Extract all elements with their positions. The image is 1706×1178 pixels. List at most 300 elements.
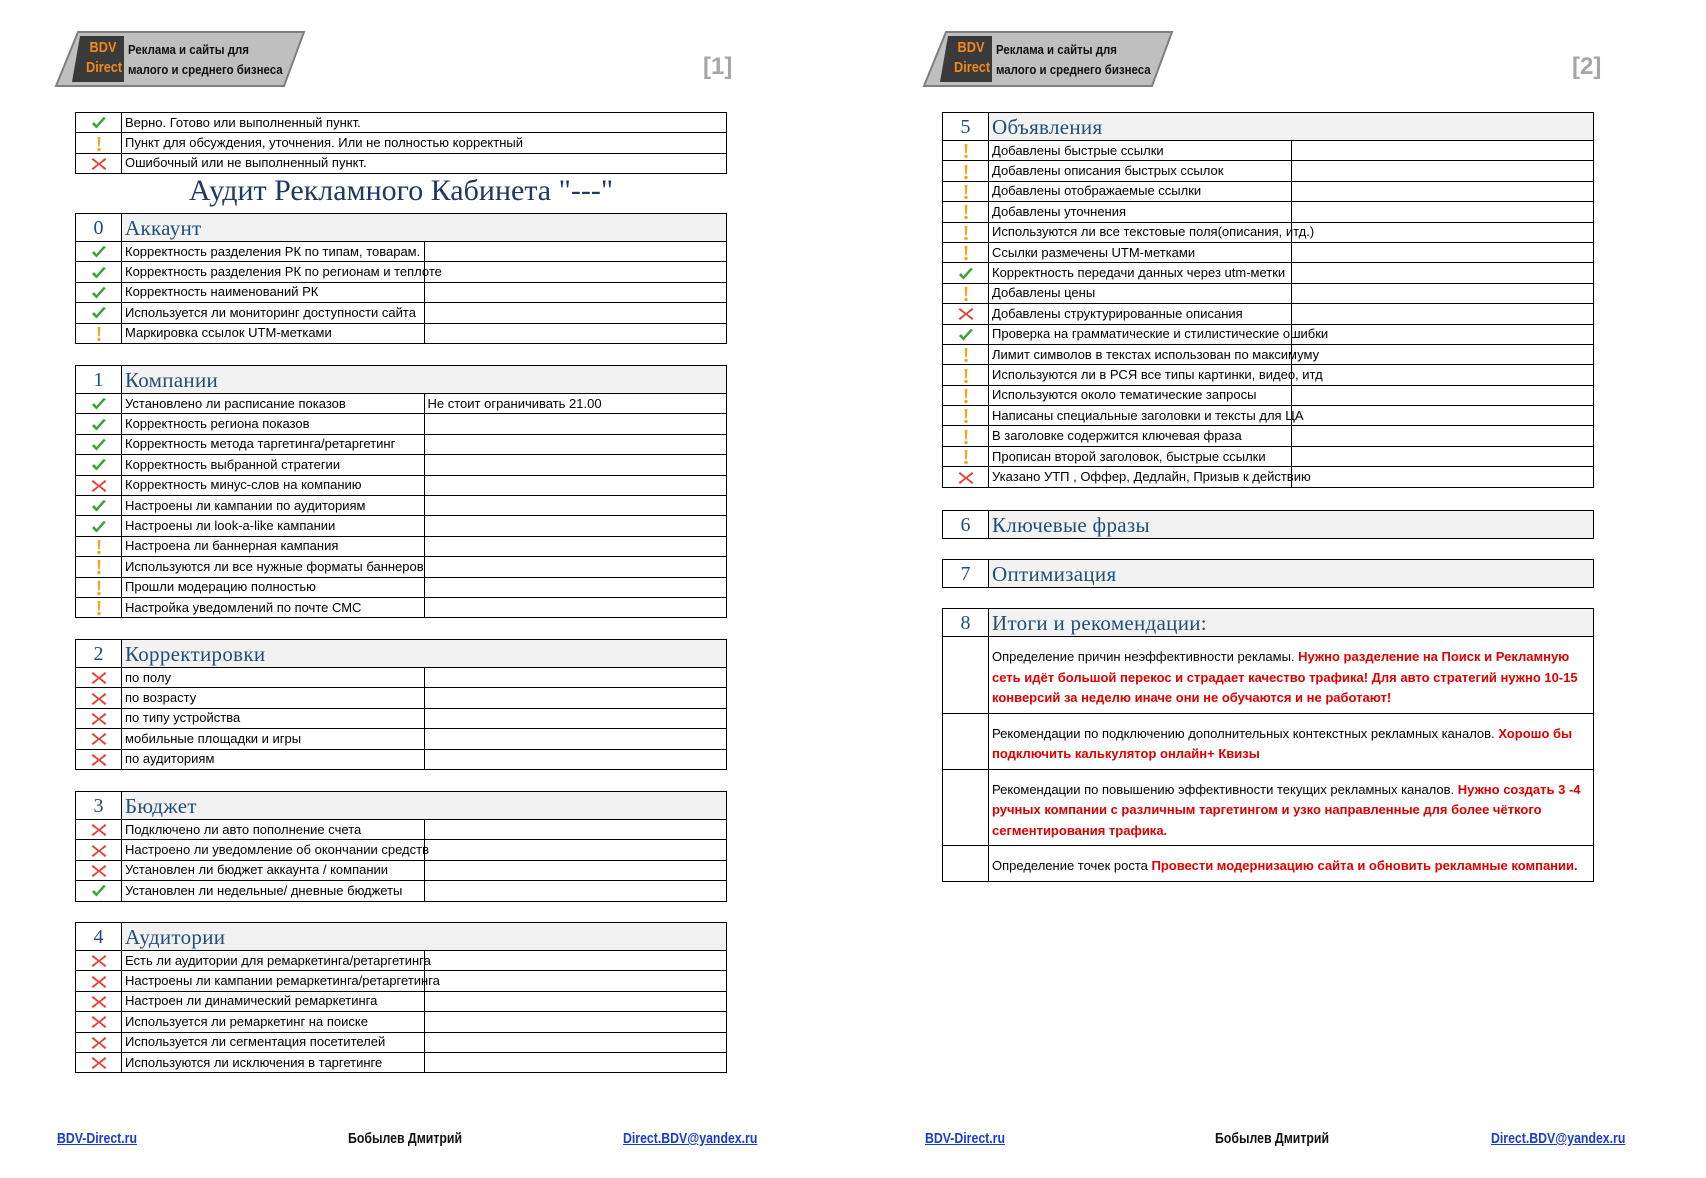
row-comment xyxy=(424,536,727,556)
check-icon xyxy=(957,266,975,282)
row-comment xyxy=(424,668,727,688)
row-criterion: Ссылки размечены UTM-метками xyxy=(989,242,1292,262)
row-criterion: В заголовке содержится ключевая фраза xyxy=(989,426,1292,446)
row-status xyxy=(76,394,122,414)
row-status xyxy=(76,820,122,840)
row-criterion: Маркировка ссылок UTM-метками xyxy=(122,323,425,343)
row-criterion: Корректность минус-слов на компанию xyxy=(122,475,425,495)
checklist-row xyxy=(76,577,727,597)
row-criterion: Подключено ли авто пополнение счета xyxy=(122,820,425,840)
legend-status xyxy=(76,153,122,173)
section-number: 8 xyxy=(943,609,989,637)
checklist-row xyxy=(76,951,727,971)
row-criterion: Используется ли ремаркетинг на поиске xyxy=(122,1012,425,1032)
summary-recommendation: Провести модернизацию сайта и обновить рекламные компании. xyxy=(1151,858,1578,873)
row-comment xyxy=(1291,385,1594,405)
check-icon xyxy=(90,437,108,453)
row-criterion: Добавлены описания быстрых ссылок xyxy=(989,161,1292,181)
checklist-row xyxy=(943,283,1594,303)
checklist-row xyxy=(76,434,727,454)
row-comment xyxy=(424,323,727,343)
row-status xyxy=(76,536,122,556)
section-title: Бюджет xyxy=(122,792,727,820)
row-comment xyxy=(424,1052,727,1072)
page-number: [2] xyxy=(1572,53,1602,80)
row-criterion: Используются ли все нужные форматы баннеров xyxy=(122,557,425,577)
row-status xyxy=(76,557,122,577)
row-comment xyxy=(1291,344,1594,364)
row-status xyxy=(943,202,989,222)
row-criterion: Написаны специальные заголовки и тексты для ЦА xyxy=(989,406,1292,426)
row-comment xyxy=(1291,467,1594,487)
checklist-row xyxy=(76,708,727,728)
summary-label: Рекомендации по подключению дополнительных контекстных рекламных каналов. xyxy=(992,725,1495,741)
legend-row xyxy=(76,153,727,173)
row-status xyxy=(943,467,989,487)
row-comment xyxy=(424,475,727,495)
row-criterion: Используется ли мониторинг доступности сайта xyxy=(122,303,425,323)
row-comment xyxy=(424,434,727,454)
row-criterion: Корректность выбранной стратегии xyxy=(122,455,425,475)
summary-row xyxy=(943,713,1594,769)
row-status xyxy=(76,708,122,728)
brand-logo[interactable] xyxy=(924,32,1172,86)
page-number: [1] xyxy=(703,53,733,80)
checklist-row xyxy=(76,282,727,302)
row-comment: Не стоит ограничивать 21.00 xyxy=(424,394,727,414)
checklist-row xyxy=(76,1012,727,1032)
row-status xyxy=(943,385,989,405)
footer-email-link[interactable]: Direct.BDV@yandex.ru xyxy=(1491,1130,1626,1147)
cross-icon xyxy=(90,974,108,990)
checklist-row xyxy=(943,406,1594,426)
row-status xyxy=(76,455,122,475)
check-icon xyxy=(90,265,108,281)
row-comment xyxy=(424,951,727,971)
summary-marker xyxy=(943,846,989,882)
row-status xyxy=(943,446,989,466)
row-status xyxy=(943,426,989,446)
row-status xyxy=(943,181,989,201)
exclamation-icon xyxy=(90,539,108,555)
exclamation-icon xyxy=(957,388,975,404)
row-status xyxy=(76,1052,122,1072)
section-ads xyxy=(942,112,1594,488)
checklist-row xyxy=(76,597,727,617)
cross-icon xyxy=(90,1035,108,1051)
section-header xyxy=(76,792,727,820)
row-comment xyxy=(1291,283,1594,303)
row-comment xyxy=(424,516,727,536)
row-comment xyxy=(1291,324,1594,344)
legend-status xyxy=(76,113,122,133)
legend-status xyxy=(76,133,122,153)
row-comment xyxy=(424,303,727,323)
row-status xyxy=(943,263,989,283)
summary-recommendation: Нужно разделение на Поиск и Рекламную сеть идёт большой перекос и страдает качество трафика! Для авто стратегий нужно 10-15 конверсий за неделю иначе они не обучаются и не работают! xyxy=(992,649,1578,705)
check-icon xyxy=(90,457,108,473)
row-comment xyxy=(1291,202,1594,222)
summary-marker xyxy=(943,769,989,846)
logo-tagline: Реклама и сайты для малого и среднего бизнеса xyxy=(996,42,1151,77)
cross-icon xyxy=(90,156,108,172)
checklist-row xyxy=(76,242,727,262)
logo-mark: BDV Direct xyxy=(86,39,123,76)
section-summary xyxy=(942,608,1594,882)
summary-text xyxy=(989,846,1594,882)
row-status xyxy=(76,242,122,262)
checklist-row xyxy=(76,1052,727,1072)
row-status xyxy=(76,475,122,495)
row-comment xyxy=(1291,242,1594,262)
cross-icon xyxy=(957,470,975,486)
row-status xyxy=(76,1012,122,1032)
legend-row xyxy=(76,113,727,133)
row-criterion: по аудиториям xyxy=(122,749,425,769)
legend-text: Ошибочный или не выполненный пункт. xyxy=(122,153,727,173)
checklist-row xyxy=(943,263,1594,283)
exclamation-icon xyxy=(957,164,975,180)
row-criterion: Указано УТП , Оффер, Дедлайн, Призыв к действию xyxy=(989,467,1292,487)
row-comment xyxy=(424,708,727,728)
row-status xyxy=(76,951,122,971)
summary-recommendation: Хорошо бы подключить калькулятор онлайн+ Квизы xyxy=(992,725,1573,761)
row-status xyxy=(943,344,989,364)
row-comment xyxy=(424,577,727,597)
row-criterion: Настроена ли баннерная кампания xyxy=(122,536,425,556)
row-status xyxy=(76,749,122,769)
summary-recommendation: Нужно создать 3 -4 ручных компании с различным таргетингом и узко направленные для более чёткого сегментирования трафика. xyxy=(992,781,1581,838)
row-comment xyxy=(424,881,727,901)
check-icon xyxy=(90,417,108,433)
checklist-row xyxy=(76,475,727,495)
check-icon xyxy=(90,115,108,131)
row-criterion: Установлен ли бюджет аккаунта / компании xyxy=(122,860,425,880)
check-icon xyxy=(957,327,975,343)
row-comment xyxy=(424,840,727,860)
row-status xyxy=(76,881,122,901)
row-criterion: Корректность метода таргетинга/ретаргетинг xyxy=(122,434,425,454)
legend-row xyxy=(76,133,727,153)
cross-icon xyxy=(90,863,108,879)
checklist-row xyxy=(76,840,727,860)
section-budget xyxy=(75,791,727,902)
row-criterion: Корректность наименований РК xyxy=(122,282,425,302)
checklist-row xyxy=(76,536,727,556)
row-comment xyxy=(424,495,727,515)
row-criterion: Прошли модерацию полностью xyxy=(122,577,425,597)
row-status xyxy=(76,323,122,343)
footer-author: Бобылев Дмитрий xyxy=(1215,1130,1330,1147)
checklist-row xyxy=(943,365,1594,385)
row-criterion: Корректность региона показов xyxy=(122,414,425,434)
check-icon xyxy=(90,305,108,321)
cross-icon xyxy=(957,306,975,322)
logo-tagline: Реклама и сайты для малого и среднего бизнеса xyxy=(128,42,283,77)
row-criterion: Используются около тематические запросы xyxy=(989,385,1292,405)
section-title: Оптимизация xyxy=(989,560,1594,588)
exclamation-icon xyxy=(957,143,975,159)
checklist-row xyxy=(76,414,727,434)
section-optimization xyxy=(942,559,1594,588)
row-comment xyxy=(424,557,727,577)
row-status xyxy=(943,365,989,385)
row-criterion: Установлен ли недельные/ дневные бюджеты xyxy=(122,881,425,901)
row-criterion: Настроен ли динамический ремаркетинга xyxy=(122,991,425,1011)
checklist-row xyxy=(76,1032,727,1052)
row-status xyxy=(943,161,989,181)
cross-icon xyxy=(90,843,108,859)
checklist-row xyxy=(943,324,1594,344)
exclamation-icon xyxy=(90,559,108,575)
exclamation-icon xyxy=(957,429,975,445)
row-criterion: Настроено ли уведомление об окончании средств xyxy=(122,840,425,860)
row-comment xyxy=(424,729,727,749)
exclamation-icon xyxy=(90,326,108,342)
row-comment xyxy=(424,597,727,617)
summary-text xyxy=(989,713,1594,769)
exclamation-icon xyxy=(90,600,108,616)
checklist-row xyxy=(76,820,727,840)
summary-text xyxy=(989,637,1594,714)
cross-icon xyxy=(90,691,108,707)
row-status xyxy=(943,304,989,324)
row-status xyxy=(76,860,122,880)
row-criterion: Настройка уведомлений по почте СМС xyxy=(122,597,425,617)
exclamation-icon xyxy=(957,408,975,424)
row-status xyxy=(76,668,122,688)
section-number: 5 xyxy=(943,113,989,141)
section-header xyxy=(943,560,1594,588)
checklist-row xyxy=(76,557,727,577)
exclamation-icon xyxy=(957,449,975,465)
section-number: 4 xyxy=(76,923,122,951)
checklist-row xyxy=(76,262,727,282)
row-status xyxy=(76,516,122,536)
row-criterion: Используются ли все текстовые поля(описания, итд.) xyxy=(989,222,1292,242)
row-status xyxy=(76,991,122,1011)
row-comment xyxy=(1291,426,1594,446)
row-status xyxy=(76,495,122,515)
check-icon xyxy=(90,519,108,535)
exclamation-icon xyxy=(957,347,975,363)
section-header xyxy=(943,113,1594,141)
exclamation-icon xyxy=(90,580,108,596)
summary-row xyxy=(943,769,1594,846)
cross-icon xyxy=(90,953,108,969)
check-icon xyxy=(90,285,108,301)
section-number: 3 xyxy=(76,792,122,820)
section-keywords xyxy=(942,510,1594,539)
footer-author: Бобылев Дмитрий xyxy=(348,1130,463,1147)
legend-text: Верно. Готово или выполненный пункт. xyxy=(122,113,727,133)
summary-row xyxy=(943,846,1594,882)
section-header xyxy=(943,511,1594,539)
checklist-row xyxy=(943,344,1594,364)
row-criterion: Корректность разделения РК по типам, товарам. xyxy=(122,242,425,262)
row-status xyxy=(76,282,122,302)
row-status xyxy=(943,324,989,344)
row-criterion: Настроены ли кампании ремаркетинга/ретаргетинга xyxy=(122,971,425,991)
checklist-row xyxy=(943,385,1594,405)
summary-label: Определение точек роста xyxy=(992,858,1148,873)
section-adjustments xyxy=(75,639,727,770)
checklist-row xyxy=(943,446,1594,466)
checklist-row xyxy=(76,991,727,1011)
checklist-row xyxy=(943,242,1594,262)
section-campaigns xyxy=(75,365,727,618)
section-header xyxy=(943,609,1594,637)
summary-marker xyxy=(943,713,989,769)
row-comment xyxy=(424,242,727,262)
cross-icon xyxy=(90,478,108,494)
summary-label: Определение причин неэффективности рекламы. xyxy=(992,649,1295,664)
row-comment xyxy=(1291,304,1594,324)
brand-logo[interactable] xyxy=(56,32,304,86)
row-status xyxy=(76,434,122,454)
row-comment xyxy=(424,749,727,769)
section-title: Компании xyxy=(122,366,727,394)
row-status xyxy=(943,242,989,262)
section-header xyxy=(76,366,727,394)
row-criterion: Используются ли исключения в таргетинге xyxy=(122,1052,425,1072)
row-criterion: Прописан второй заголовок, быстрые ссылки xyxy=(989,446,1292,466)
row-comment xyxy=(424,971,727,991)
row-comment xyxy=(1291,181,1594,201)
cross-icon xyxy=(90,994,108,1010)
legend-table xyxy=(75,112,727,174)
row-criterion: Добавлены быстрые ссылки xyxy=(989,141,1292,161)
checklist-row xyxy=(76,729,727,749)
section-number: 7 xyxy=(943,560,989,588)
footer-site-link[interactable]: BDV-Direct.ru xyxy=(57,1130,137,1147)
section-number: 6 xyxy=(943,511,989,539)
row-status xyxy=(76,303,122,323)
row-comment xyxy=(424,860,727,880)
checklist-row xyxy=(76,455,727,475)
footer-email-link[interactable]: Direct.BDV@yandex.ru xyxy=(623,1130,758,1147)
summary-label: Рекомендации по повышению эффективности текущих рекламных каналов. xyxy=(992,781,1455,797)
check-icon xyxy=(90,396,108,412)
checklist-row xyxy=(943,222,1594,242)
checklist-row xyxy=(76,749,727,769)
row-criterion: Проверка на грамматические и стилистические ошибки xyxy=(989,324,1292,344)
row-comment xyxy=(424,820,727,840)
checklist-row xyxy=(76,971,727,991)
row-comment xyxy=(1291,222,1594,242)
logo-mark: BDV Direct xyxy=(954,39,991,76)
row-criterion: Добавлены структурированные описания xyxy=(989,304,1292,324)
row-criterion: по возрасту xyxy=(122,688,425,708)
row-status xyxy=(76,1032,122,1052)
row-criterion: Есть ли аудитории для ремаркетинга/ретаргетинга xyxy=(122,951,425,971)
row-comment xyxy=(424,414,727,434)
summary-marker xyxy=(943,637,989,714)
section-header xyxy=(76,923,727,951)
checklist-row xyxy=(943,161,1594,181)
section-number: 0 xyxy=(76,214,122,242)
cross-icon xyxy=(90,1055,108,1071)
exclamation-icon xyxy=(90,136,108,152)
row-comment xyxy=(1291,365,1594,385)
page-2 xyxy=(866,0,1706,1178)
section-title: Ключевые фразы xyxy=(989,511,1594,539)
exclamation-icon xyxy=(957,225,975,241)
footer-site-link[interactable]: BDV-Direct.ru xyxy=(925,1130,1005,1147)
row-comment xyxy=(424,1012,727,1032)
checklist-row xyxy=(943,141,1594,161)
section-audiences xyxy=(75,922,727,1073)
row-criterion: Добавлены отображаемые ссылки xyxy=(989,181,1292,201)
section-header xyxy=(76,214,727,242)
summary-row xyxy=(943,637,1594,714)
checklist-row xyxy=(76,394,727,414)
section-title: Аккаунт xyxy=(122,214,727,242)
section-header xyxy=(76,640,727,668)
checklist-row xyxy=(76,516,727,536)
section-title: Итоги и рекомендации: xyxy=(989,609,1594,637)
row-criterion: Лимит символов в текстах использован по максимуму xyxy=(989,344,1292,364)
row-comment xyxy=(1291,161,1594,181)
check-icon xyxy=(90,244,108,260)
row-comment xyxy=(424,991,727,1011)
row-comment xyxy=(424,282,727,302)
checklist-row xyxy=(76,303,727,323)
section-title: Аудитории xyxy=(122,923,727,951)
section-title: Объявления xyxy=(989,113,1594,141)
row-status xyxy=(943,283,989,303)
checklist-row xyxy=(943,304,1594,324)
row-status xyxy=(76,840,122,860)
cross-icon xyxy=(90,1014,108,1030)
row-status xyxy=(76,971,122,991)
row-criterion: Добавлены уточнения xyxy=(989,202,1292,222)
check-icon xyxy=(90,498,108,514)
row-status xyxy=(76,577,122,597)
row-criterion: Корректность передачи данных через utm-метки xyxy=(989,263,1292,283)
row-criterion: по типу устройства xyxy=(122,708,425,728)
row-comment xyxy=(1291,406,1594,426)
row-comment xyxy=(424,455,727,475)
row-criterion: мобильные площадки и игры xyxy=(122,729,425,749)
summary-text xyxy=(989,769,1594,846)
row-criterion: Настроены ли look-a-like кампании xyxy=(122,516,425,536)
row-status xyxy=(76,729,122,749)
cross-icon xyxy=(90,731,108,747)
row-status xyxy=(76,597,122,617)
page-1 xyxy=(0,0,840,1178)
cross-icon xyxy=(90,752,108,768)
checklist-row xyxy=(76,323,727,343)
checklist-row xyxy=(76,668,727,688)
row-criterion: Настроены ли кампании по аудиториям xyxy=(122,495,425,515)
row-criterion: Добавлены цены xyxy=(989,283,1292,303)
cross-icon xyxy=(90,670,108,686)
checklist-row xyxy=(943,181,1594,201)
row-comment xyxy=(1291,263,1594,283)
row-status xyxy=(76,262,122,282)
row-status xyxy=(76,414,122,434)
section-number: 2 xyxy=(76,640,122,668)
exclamation-icon xyxy=(957,368,975,384)
page-title: Аудит Рекламного Кабинета "---" xyxy=(188,174,614,207)
section-account xyxy=(75,213,727,344)
cross-icon xyxy=(90,822,108,838)
section-number: 1 xyxy=(76,366,122,394)
exclamation-icon xyxy=(957,204,975,220)
row-status xyxy=(76,688,122,708)
row-status xyxy=(943,222,989,242)
